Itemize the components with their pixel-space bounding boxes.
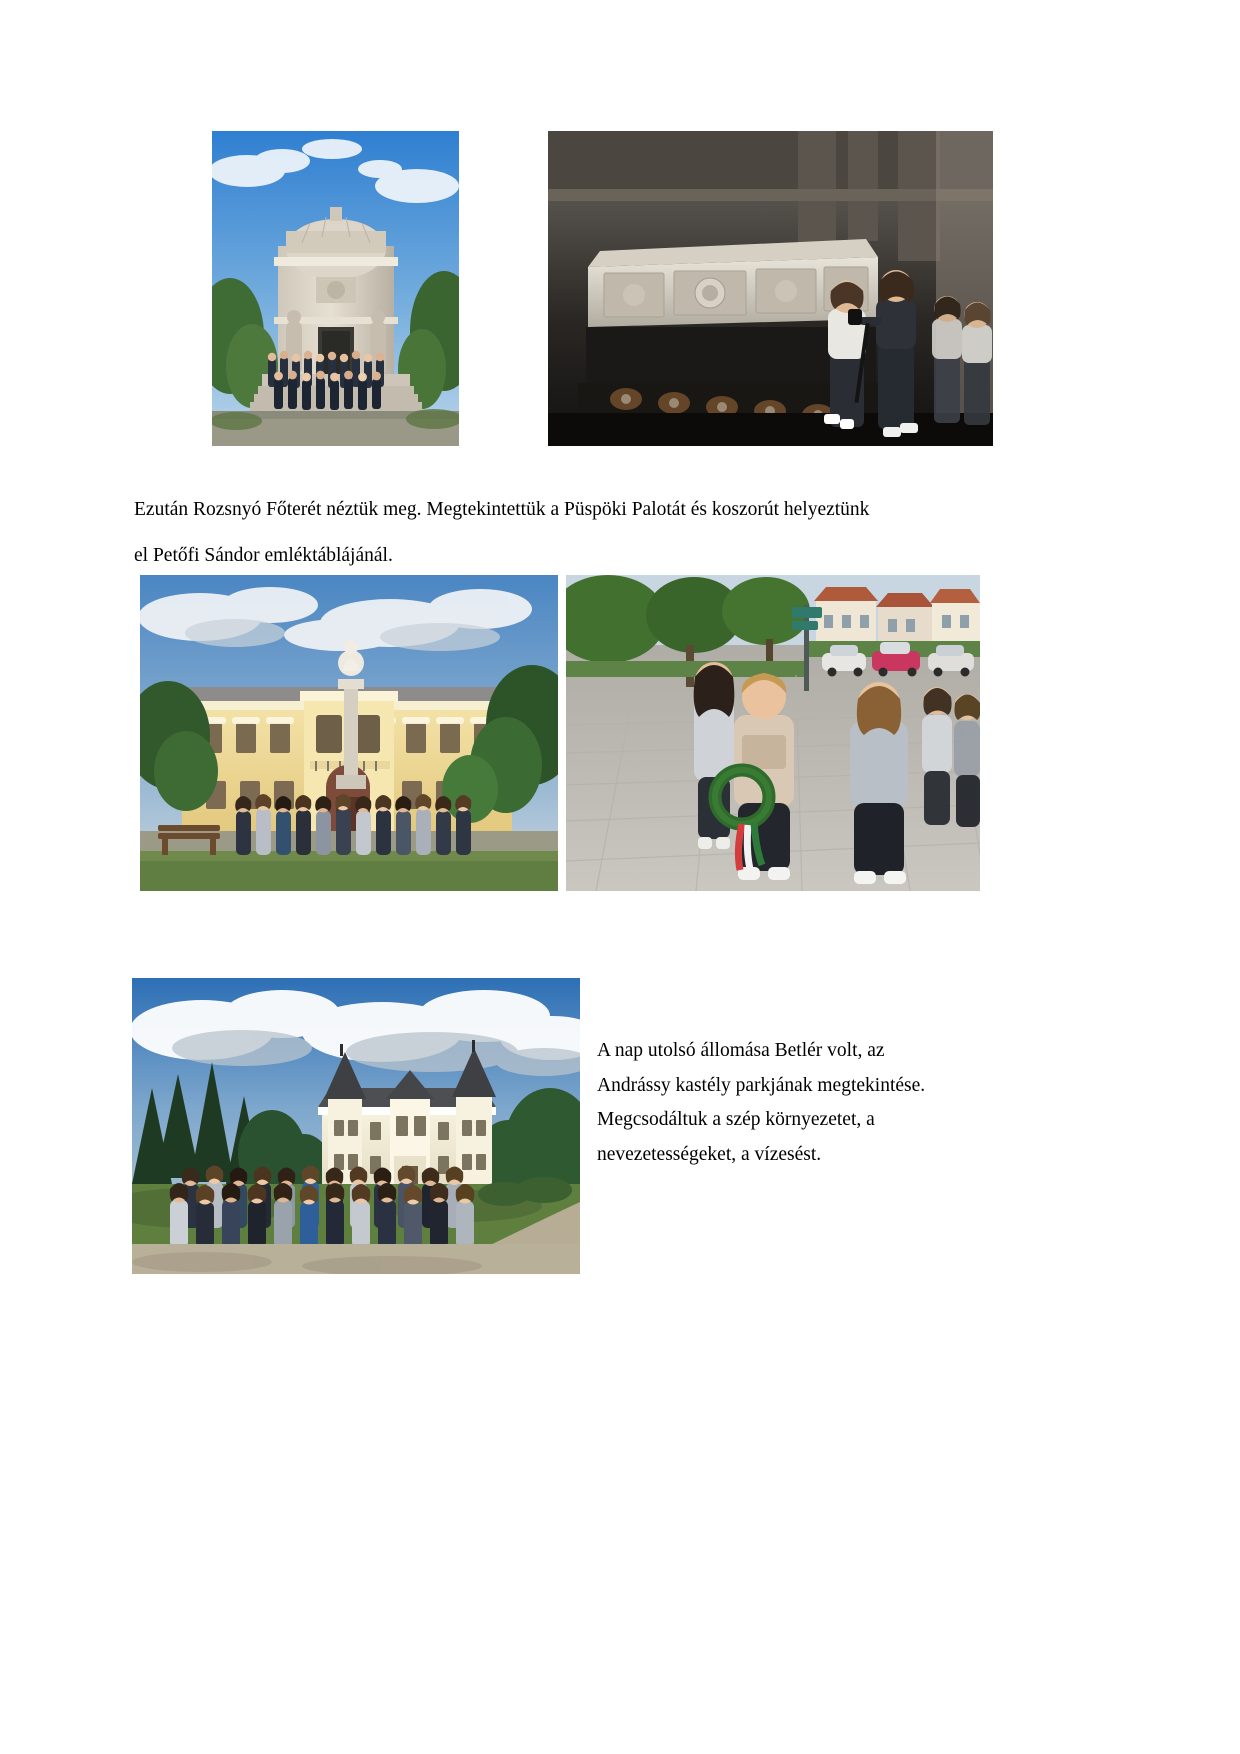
paragraph-betler-line-3: Megcsodáltuk a szép környezetet, a	[597, 1109, 875, 1131]
paragraph-rozsnyo-line-1: Ezután Rozsnyó Főterét néztük meg. Megtekintettük a Püspöki Palotát és koszorút helyeztünk	[134, 499, 870, 520]
paragraph-betler-line-2: Andrássy kastély parkjának megtekintése.	[597, 1074, 926, 1096]
paragraph-rozsnyo-line-2: el Petőfi Sándor emléktáblájánál.	[134, 544, 393, 566]
photo-wreath	[566, 575, 980, 891]
paragraph-betler	[597, 1034, 985, 1173]
photo-mausoleum	[212, 131, 459, 446]
photo-betler-castle	[132, 978, 580, 1274]
photo-sarcophagus	[548, 131, 993, 446]
paragraph-betler-line-4: nevezetességeket, a vízesést.	[597, 1144, 822, 1166]
photo-bishops-palace	[140, 575, 558, 891]
paragraph-betler-line-1: A nap utolsó állomása Betlér volt, az	[597, 1040, 885, 1061]
paragraph-rozsnyo	[134, 494, 982, 571]
